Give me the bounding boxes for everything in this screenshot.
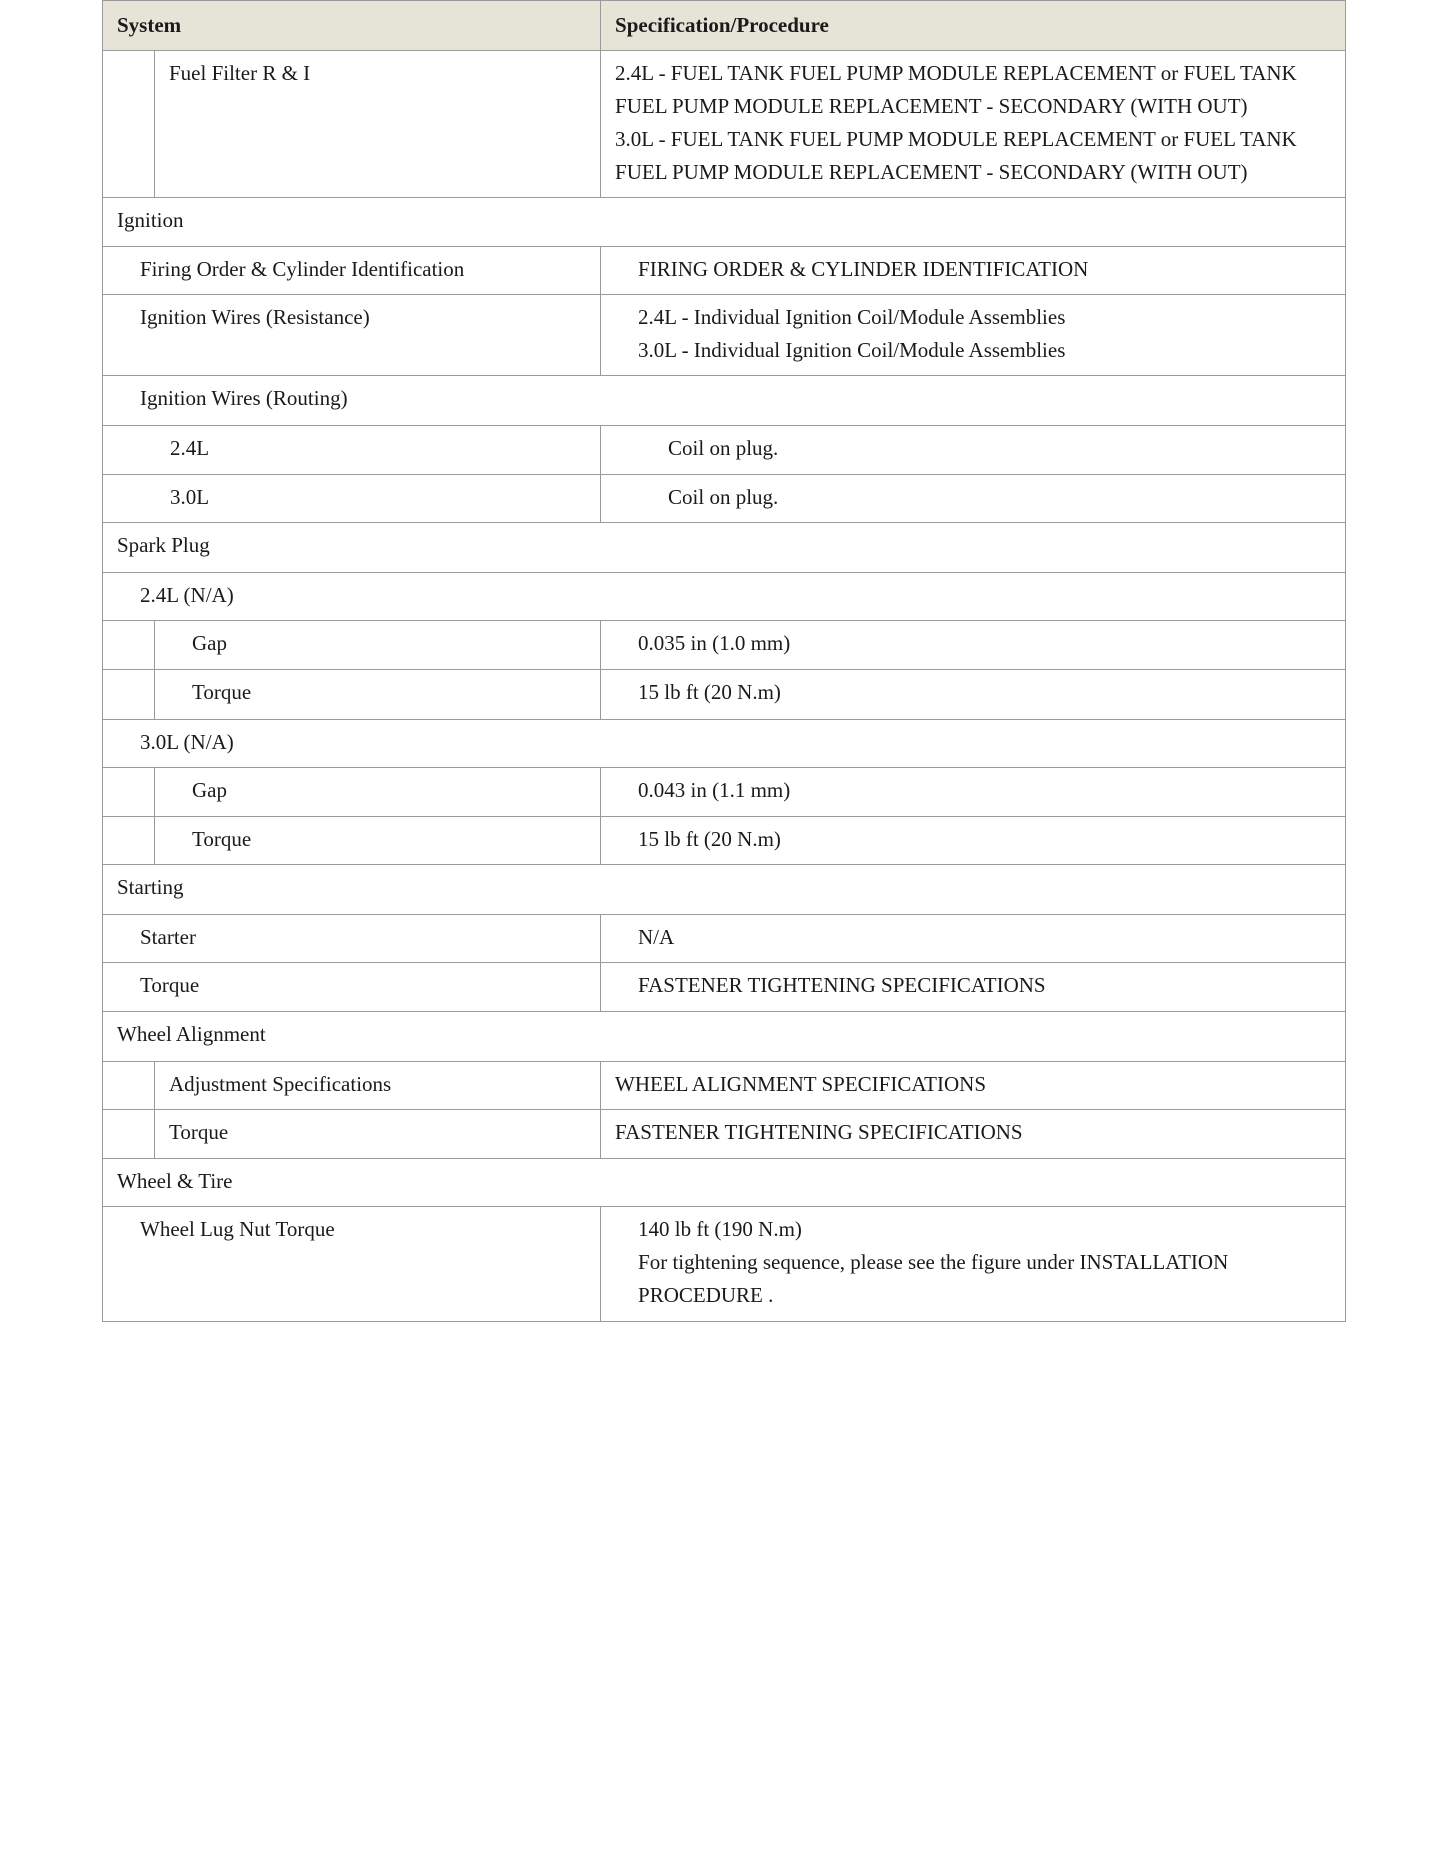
specification-table [102, 0, 1346, 1322]
header-spec [601, 1, 1346, 51]
row-value: Coil on plug. [601, 426, 1346, 475]
subsection-title: 2.4L (N/A) [103, 573, 1346, 621]
indent-spacer [103, 1110, 155, 1159]
section-title: Spark Plug [103, 523, 1346, 573]
row-label: Torque [103, 963, 601, 1012]
row-value: FIRING ORDER & CYLINDER IDENTIFICATION [601, 247, 1346, 295]
row-label: Torque [155, 817, 601, 865]
section-title: Ignition [103, 198, 1346, 247]
subsection-title: 3.0L (N/A) [103, 720, 1346, 768]
row-label: Gap [155, 768, 601, 817]
row-value: 15 lb ft (20 N.m) [601, 670, 1346, 720]
section-row [103, 865, 1346, 915]
section-row [103, 1012, 1346, 1062]
row-label: Adjustment Specifications [155, 1062, 601, 1110]
value-line: 3.0L - FUEL TANK FUEL PUMP MODULE REPLACEMENT or FUEL TANK FUEL PUMP MODULE REPLACEMENT - SECONDARY (WITH OUT) [615, 127, 1297, 184]
section-row [103, 1159, 1346, 1207]
row-value: 0.035 in (1.0 mm) [601, 621, 1346, 670]
table-row [103, 768, 1346, 817]
table-row [103, 1207, 1346, 1322]
table-row [103, 51, 1346, 198]
table-row [103, 247, 1346, 295]
row-label: Fuel Filter R & I [155, 51, 601, 198]
row-label: Wheel Lug Nut Torque [103, 1207, 601, 1322]
subsection-title: Ignition Wires (Routing) [103, 376, 1346, 426]
row-label: Firing Order & Cylinder Identification [103, 247, 601, 295]
row-value [601, 295, 1346, 376]
section-title: Starting [103, 865, 1346, 915]
row-label: Torque [155, 670, 601, 720]
table-row [103, 1062, 1346, 1110]
table-row [103, 295, 1346, 376]
indent-spacer [103, 817, 155, 865]
row-value: FASTENER TIGHTENING SPECIFICATIONS [601, 963, 1346, 1012]
row-value: FASTENER TIGHTENING SPECIFICATIONS [601, 1110, 1346, 1159]
value-line: For tightening sequence, please see the figure under INSTALLATION PROCEDURE . [638, 1250, 1229, 1307]
row-label: Ignition Wires (Resistance) [103, 295, 601, 376]
row-label: Torque [155, 1110, 601, 1159]
table-row [103, 670, 1346, 720]
indent-spacer [103, 670, 155, 720]
indent-spacer [103, 51, 155, 198]
section-row [103, 523, 1346, 573]
subsection-row [103, 573, 1346, 621]
subsection-row [103, 376, 1346, 426]
row-value [601, 1207, 1346, 1322]
row-label: Gap [155, 621, 601, 670]
value-line: 2.4L - FUEL TANK FUEL PUMP MODULE REPLACEMENT or FUEL TANK FUEL PUMP MODULE REPLACEMENT - SECONDARY (WITH OUT) [615, 61, 1297, 118]
row-value [601, 51, 1346, 198]
table-row [103, 621, 1346, 670]
value-line: 2.4L - Individual Ignition Coil/Module Assemblies [638, 305, 1066, 329]
table-row [103, 1110, 1346, 1159]
header-system-label: System [117, 13, 182, 37]
row-value: Coil on plug. [601, 475, 1346, 523]
table-row [103, 817, 1346, 865]
indent-spacer [103, 621, 155, 670]
indent-spacer [103, 768, 155, 817]
row-label: Starter [103, 915, 601, 963]
row-value: N/A [601, 915, 1346, 963]
subsection-row [103, 720, 1346, 768]
row-value: 0.043 in (1.1 mm) [601, 768, 1346, 817]
row-label: 3.0L [103, 475, 601, 523]
table-row [103, 475, 1346, 523]
header-system [103, 1, 601, 51]
row-value: 15 lb ft (20 N.m) [601, 817, 1346, 865]
table-row [103, 426, 1346, 475]
section-row [103, 198, 1346, 247]
row-label: 2.4L [103, 426, 601, 475]
header-spec-label: Specification/Procedure [615, 13, 829, 37]
table-row [103, 963, 1346, 1012]
value-line: 3.0L - Individual Ignition Coil/Module Assemblies [638, 338, 1066, 362]
value-line: 140 lb ft (190 N.m) [638, 1217, 802, 1241]
table-header-row [103, 1, 1346, 51]
table-row [103, 915, 1346, 963]
row-value: WHEEL ALIGNMENT SPECIFICATIONS [601, 1062, 1346, 1110]
indent-spacer [103, 1062, 155, 1110]
section-title: Wheel & Tire [103, 1159, 1346, 1207]
section-title: Wheel Alignment [103, 1012, 1346, 1062]
